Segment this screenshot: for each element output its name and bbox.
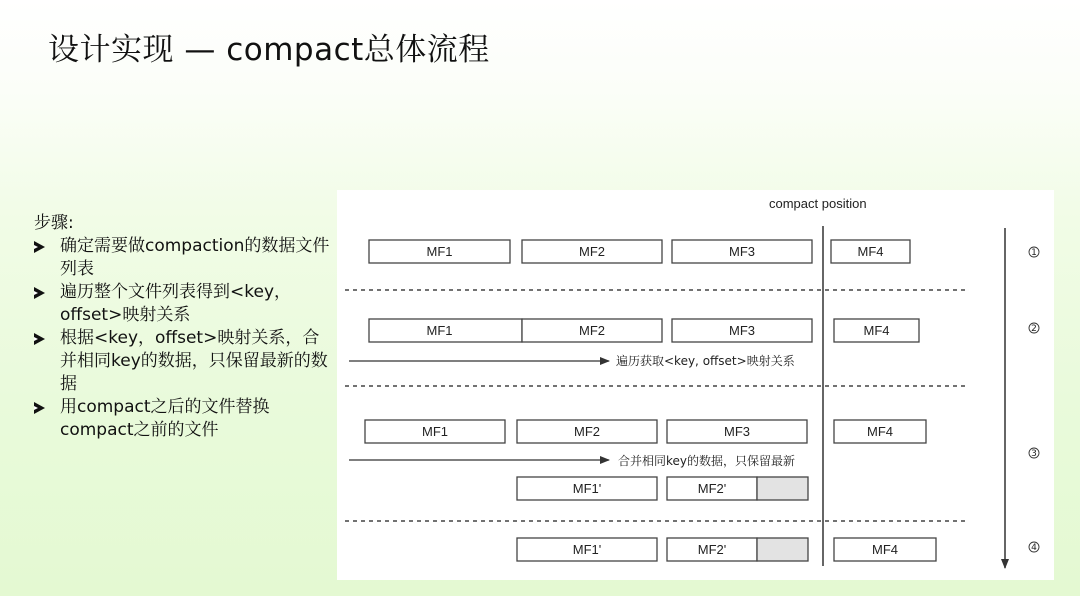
file-label: MF2 xyxy=(574,424,600,439)
file-label: MF2' xyxy=(697,481,727,496)
steps-list xyxy=(34,212,334,442)
list-item xyxy=(34,235,334,281)
arrow-bullet-icon xyxy=(34,241,45,253)
compact-position-label: compact position xyxy=(769,196,867,211)
file-label: MF1 xyxy=(426,244,453,259)
stage-marker: 1 xyxy=(1031,248,1037,258)
empty-slot xyxy=(757,538,808,561)
steps-items xyxy=(34,235,334,442)
file-label: MF4 xyxy=(872,542,898,557)
step-text: 遍历整个文件列表得到<key，offset>映射关系 xyxy=(60,282,292,325)
arrow-bullet-icon xyxy=(34,402,45,414)
stage-2 xyxy=(349,319,1039,368)
compact-flow-diagram xyxy=(337,190,1054,580)
file-label: MF2 xyxy=(579,244,605,259)
file-label: MF1' xyxy=(572,542,602,557)
file-label: MF4 xyxy=(857,244,884,259)
file-label: MF3 xyxy=(724,424,750,439)
arrow-bullet-icon xyxy=(34,287,45,299)
stage-marker: 2 xyxy=(1031,324,1037,334)
scan-arrow-label: 遍历获取<key, offset>映射关系 xyxy=(616,354,795,368)
step-text: 确定需要做compaction的数据文件列表 xyxy=(60,236,330,279)
stage-1 xyxy=(369,240,1039,263)
file-label: MF1 xyxy=(426,323,453,338)
step-text: 根据<key，offset>映射关系，合并相同key的数据，只保留最新的数据 xyxy=(60,328,328,394)
stage-3 xyxy=(349,420,1039,500)
file-label: MF3 xyxy=(729,323,755,338)
file-label: MF2' xyxy=(697,542,727,557)
stage-marker: 4 xyxy=(1031,543,1037,553)
file-label: MF3 xyxy=(729,244,755,259)
file-label: MF1 xyxy=(422,424,448,439)
arrow-bullet-icon xyxy=(34,333,45,345)
file-label: MF1' xyxy=(572,481,602,496)
stage-marker: 3 xyxy=(1031,449,1037,459)
list-item xyxy=(34,281,334,327)
empty-slot xyxy=(757,477,808,500)
stage-4 xyxy=(517,538,1039,561)
merge-arrow-label: 合并相同key的数据，只保留最新 xyxy=(618,454,796,468)
steps-heading: 步骤: xyxy=(34,213,74,233)
file-label: MF2 xyxy=(579,323,605,338)
diagram-canvas xyxy=(337,190,1054,580)
file-label: MF4 xyxy=(867,424,893,439)
step-text: 用compact之后的文件替换compact之前的文件 xyxy=(60,397,270,440)
list-item xyxy=(34,327,334,396)
slide-title: 设计实现 — compact总体流程 xyxy=(48,32,490,68)
file-label: MF4 xyxy=(863,323,890,338)
list-item xyxy=(34,396,334,442)
